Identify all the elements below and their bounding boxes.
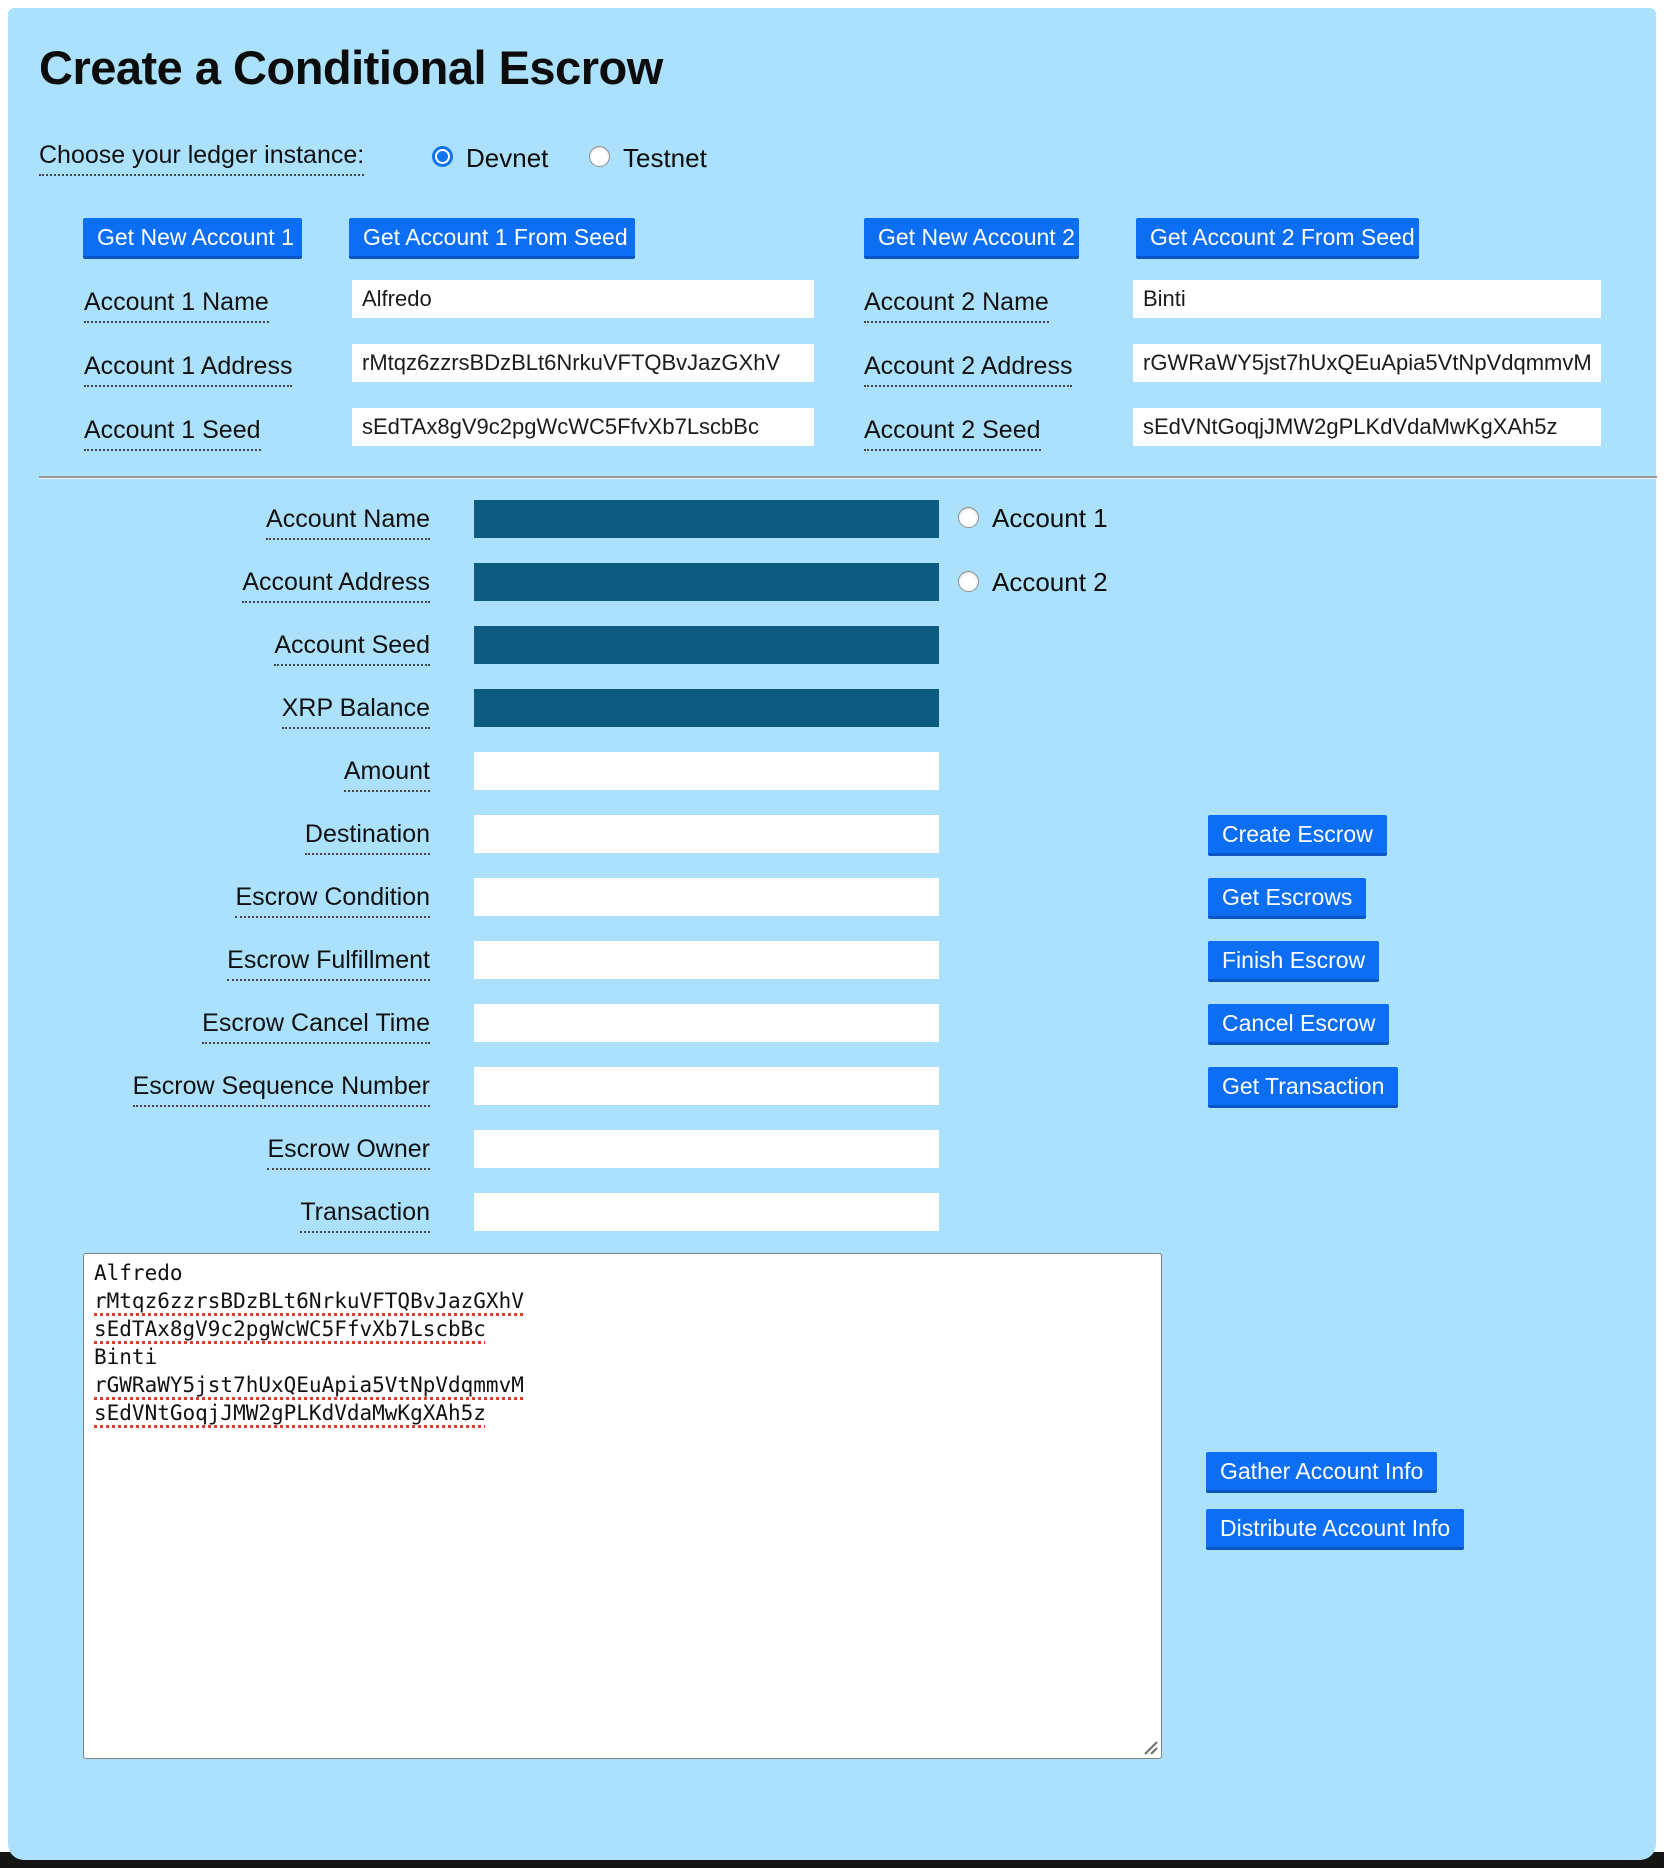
transaction-label: Transaction — [300, 1198, 430, 1233]
textarea-resize-handle[interactable] — [1141, 1738, 1159, 1756]
account2-seed-label: Account 2 Seed — [864, 416, 1041, 451]
account-name-label: Account Name — [266, 505, 430, 540]
get-new-account-2-button[interactable]: Get New Account 2 — [864, 218, 1079, 259]
amount-field[interactable] — [474, 752, 939, 790]
use-account-2-radio[interactable] — [958, 571, 979, 592]
textarea-line: Binti — [94, 1345, 158, 1369]
get-escrows-button[interactable]: Get Escrows — [1208, 878, 1366, 919]
xrp-balance-label: XRP Balance — [282, 694, 430, 729]
devnet-radio-label[interactable]: Devnet — [466, 143, 549, 173]
page-title: Create a Conditional Escrow — [39, 41, 663, 94]
account1-seed-label: Account 1 Seed — [84, 416, 261, 451]
get-transaction-button[interactable]: Get Transaction — [1208, 1067, 1398, 1108]
devnet-radio[interactable] — [432, 146, 453, 167]
account2-name-label: Account 2 Name — [864, 288, 1049, 323]
escrow-cancel-time-field[interactable] — [474, 1004, 939, 1042]
ledger-instance-label: Choose your ledger instance: — [39, 141, 364, 176]
transaction-field[interactable] — [474, 1193, 939, 1231]
escrow-condition-label: Escrow Condition — [235, 883, 430, 918]
get-account-2-from-seed-button[interactable]: Get Account 2 From Seed — [1136, 218, 1419, 259]
finish-escrow-button[interactable]: Finish Escrow — [1208, 941, 1379, 982]
account-name-field[interactable] — [474, 500, 939, 538]
escrow-condition-field[interactable] — [474, 878, 939, 916]
textarea-line: sEdTAx8gV9c2pgWcWC5FfvXb7LscbBc — [94, 1317, 486, 1341]
destination-label: Destination — [305, 820, 430, 855]
testnet-radio[interactable] — [589, 146, 610, 167]
testnet-radio-label[interactable]: Testnet — [623, 143, 707, 173]
create-escrow-button[interactable]: Create Escrow — [1208, 815, 1387, 856]
account1-seed-input[interactable] — [352, 408, 814, 446]
distribute-account-info-button[interactable]: Distribute Account Info — [1206, 1509, 1464, 1550]
xrp-balance-field[interactable] — [474, 689, 939, 727]
escrow-owner-field[interactable] — [474, 1130, 939, 1168]
textarea-line: Alfredo — [94, 1261, 183, 1285]
escrow-cancel-time-label: Escrow Cancel Time — [202, 1009, 430, 1044]
use-account-1-radio[interactable] — [958, 507, 979, 528]
account-seed-field[interactable] — [474, 626, 939, 664]
section-divider — [39, 476, 1657, 478]
escrow-fulfillment-label: Escrow Fulfillment — [227, 946, 430, 981]
textarea-line: rGWRaWY5jst7hUxQEuApia5VtNpVdqmmvM — [94, 1373, 524, 1397]
account2-address-input[interactable] — [1133, 344, 1601, 382]
escrow-fulfillment-field[interactable] — [474, 941, 939, 979]
gather-account-info-button[interactable]: Gather Account Info — [1206, 1452, 1437, 1493]
destination-field[interactable] — [474, 815, 939, 853]
textarea-line: sEdVNtGoqjJMW2gPLKdVdaMwKgXAh5z — [94, 1401, 486, 1425]
use-account-1-label[interactable]: Account 1 — [992, 503, 1108, 533]
account2-seed-input[interactable] — [1133, 408, 1601, 446]
account-info-textarea[interactable] — [83, 1253, 1162, 1759]
account-address-label: Account Address — [242, 568, 430, 603]
account1-name-label: Account 1 Name — [84, 288, 269, 323]
amount-label: Amount — [344, 757, 430, 792]
get-account-1-from-seed-button[interactable]: Get Account 1 From Seed — [349, 218, 635, 259]
escrow-sequence-number-label: Escrow Sequence Number — [133, 1072, 430, 1107]
escrow-sequence-number-field[interactable] — [474, 1067, 939, 1105]
cancel-escrow-button[interactable]: Cancel Escrow — [1208, 1004, 1389, 1045]
account2-address-label: Account 2 Address — [864, 352, 1072, 387]
use-account-2-label[interactable]: Account 2 — [992, 567, 1108, 597]
account2-name-input[interactable] — [1133, 280, 1601, 318]
get-new-account-1-button[interactable]: Get New Account 1 — [83, 218, 302, 259]
account-seed-label: Account Seed — [274, 631, 430, 666]
escrow-owner-label: Escrow Owner — [267, 1135, 430, 1170]
account1-address-label: Account 1 Address — [84, 352, 292, 387]
textarea-line: rMtqz6zzrsBDzBLt6NrkuVFTQBvJazGXhV — [94, 1289, 524, 1313]
account-address-field[interactable] — [474, 563, 939, 601]
account1-address-input[interactable] — [352, 344, 814, 382]
account1-name-input[interactable] — [352, 280, 814, 318]
